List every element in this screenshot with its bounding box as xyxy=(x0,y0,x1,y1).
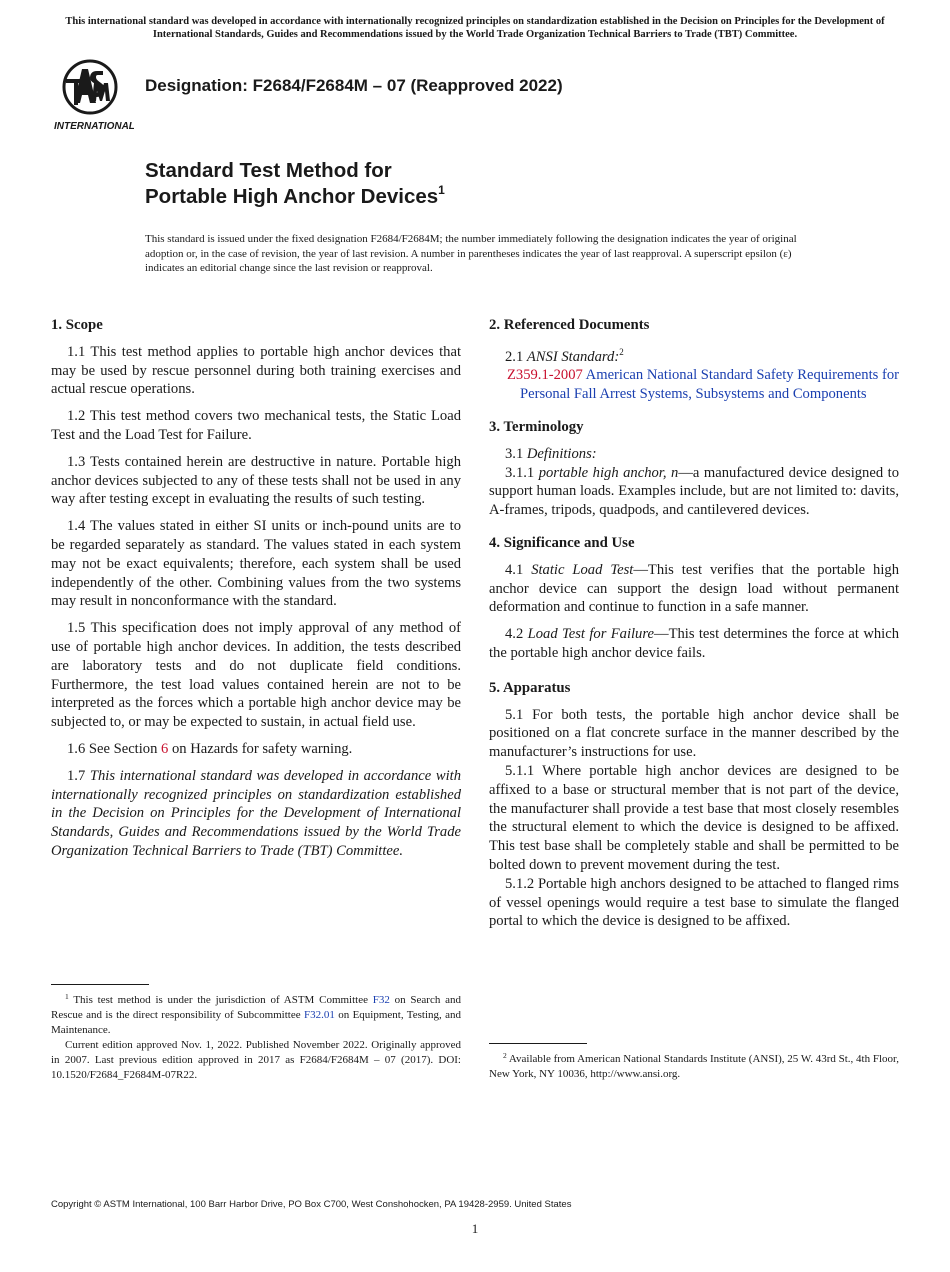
title-line-2: Portable High Anchor Devices xyxy=(145,185,439,208)
footnote-2-text xyxy=(489,1052,899,1082)
title-line-1: Standard Test Method for xyxy=(145,159,392,182)
para-3-1-1 xyxy=(489,464,899,520)
astm-logo-icon xyxy=(52,57,134,135)
section-5-heading: 5. Apparatus xyxy=(489,679,571,696)
astm-logo xyxy=(52,57,134,135)
tbt-notice: This international standard was developed in accordance with internationally recognized principles on standardization established in the Decision on Principles for the Development of International Standards, Guides and Recommendations issued by the World Trade Organization Technical Barriers to Trade (TBT) Committee. xyxy=(65,16,885,40)
section-2-heading: 2. Referenced Documents xyxy=(489,317,650,333)
page-number: 1 xyxy=(471,1221,479,1236)
para-1-3: 1.3 Tests contained herein are destructive in nature. Portable high anchor devices subjected to any of these tests shall not be used in any way after testing except in evaluating the results of such testing. xyxy=(51,453,461,508)
term-load-test-for-failure: Load Test for Failure xyxy=(527,626,654,643)
para-1-2: 1.2 This test method covers two mechanical tests, the Static Load Test and the Load Test for Failure. xyxy=(51,408,461,443)
copyright: Copyright © ASTM International, 100 Barr Harbor Drive, PO Box C700, West Conshohocken, PA 19428-2959. United States xyxy=(51,1199,572,1210)
z359-title-link[interactable]: American National Standard Safety Requirements for Personal Fall Arrest Systems, Subsystems and Components xyxy=(520,367,899,403)
z359-code-link[interactable]: Z359.1-2007 xyxy=(507,367,583,384)
para-3-1-1-text: —a manufactured device designed to support human loads. Examples include, but are not limited to: davits, A-frames, tripods, quadpods, and cantilevered devices. xyxy=(489,464,899,519)
subcommittee-f32-01-link[interactable]: F32.01 xyxy=(303,1009,335,1021)
footnote-2 xyxy=(489,1052,899,1082)
title-footnote-mark: 1 xyxy=(438,183,445,197)
designation: Designation: F2684/F2684M – 07 (Reapproved 2022) xyxy=(145,76,563,95)
para-2-1-text: ANSI Standard: xyxy=(526,348,620,365)
right-column xyxy=(489,316,899,931)
para-1-6-text: 1.6 See Section xyxy=(67,740,162,757)
para-4-1 xyxy=(489,561,899,617)
footnote-1-a-pre: This test method is under the jurisdiction of ASTM Committee xyxy=(68,994,373,1006)
para-2-1-num: 2.1 xyxy=(505,348,527,365)
para-3-1-text: Definitions: xyxy=(526,445,597,462)
para-1-6 xyxy=(51,740,461,759)
para-5-1: 5.1 For both tests, the portable high anchor device shall be positioned on a flat concrete surface in the manner described by the manufacturer’s instructions for use. xyxy=(489,706,899,761)
footnote-2-rule xyxy=(489,1043,587,1044)
para-5-1-2: 5.1.2 Portable high anchors designed to be attached to flanged rims of vessel openings would require a test base to simulate the flanged portal to which the device is designed to be affixed. xyxy=(489,875,899,930)
para-3-1-num: 3.1 xyxy=(505,445,527,462)
para-1-5: 1.5 This specification does not imply approval of any method of use of portable high anchor devices. In addition, the tests described are laboratory tests and do not duplicate field conditions. Furthermore, the test load values contained herein are not to be interpreted as the forces which a portable high anchor device may be subjected to, or may be expected to sustain, in actual field use. xyxy=(51,620,461,731)
section-6-link[interactable]: 6 xyxy=(161,740,169,757)
para-4-2-num: 4.2 xyxy=(505,626,528,643)
para-4-1-num: 4.1 xyxy=(505,561,532,578)
footnote-1-a xyxy=(51,993,461,1038)
para-3-1-1-num: 3.1.1 xyxy=(505,464,539,481)
footnote-1-mark: 1 xyxy=(65,992,69,1001)
footnote-1 xyxy=(51,993,461,1083)
section-4-heading: 4. Significance and Use xyxy=(489,535,635,552)
section-1-heading: 1. Scope xyxy=(51,317,103,333)
para-1-7 xyxy=(51,767,461,861)
footnote-2-mark: 2 xyxy=(503,1051,507,1060)
para-1-7-text: This international standard was developed in accordance with internationally recognized principles on standardization established in the Decision on Principles for the Development of International Standards, Guides and Recommendations issued by the World Trade Organization Technical Barriers to Trade (TBT) Committee. xyxy=(51,767,462,859)
term-portable-high-anchor: portable high anchor, n xyxy=(538,464,679,481)
footnote-2-body: Available from American National Standards Institute (ANSI), 25 W. 43rd St., 4th Floor, New York, NY 10036, http://www.ansi.org. xyxy=(489,1053,899,1080)
footnote-1-a-post: on Equipment, Testing, and Maintenance. xyxy=(51,1009,461,1036)
left-column xyxy=(51,316,461,861)
para-4-1-text: —This test verifies that the portable high anchor device can support the design load without permanent deformation and continue to function in a safe manner. xyxy=(489,561,900,616)
document-title xyxy=(145,158,445,210)
para-5-1-1: 5.1.1 Where portable high anchor devices are designed to be affixed to a base or structural member that is not part of the device, the manufacturer shall provide a test base that most closely resembles the structural element to which the device is designed to be affixed. This test base shall be completely stable and shall be permitted to be bolted down to prevent movement during the test. xyxy=(489,763,899,873)
para-1-4: 1.4 The values stated in either SI units or inch-pound units are to be regarded separately as standard. The values stated in each system may not be exact equivalents; therefore, each system shall be used independently of the other. Combining values from the two systems may result in nonconformance with the standard. xyxy=(51,518,461,610)
para-2-1-mark: 2 xyxy=(619,346,624,357)
para-2-1 xyxy=(489,343,899,367)
term-static-load-test: Static Load Test xyxy=(531,561,634,578)
footnote-1-a-mid: on Search and Rescue and is the direct responsibility of Subcommittee xyxy=(51,994,462,1021)
footnote-1-b: Current edition approved Nov. 1, 2022. Published November 2022. Originally approved in 2007. Last previous edition approved in 2017 as F2684/F2684M – 07 (2017). DOI: 10.1520/F2684_F2684M-07R22. xyxy=(51,1039,461,1081)
issued-note: This standard is issued under the fixed designation F2684/F2684M; the number immediately following the designation indicates the year of original adoption or, in the case of revision, the year of last revision. A number in parentheses indicates the year of last reapproval. A superscript epsilon (ε) indicates an editorial change since the last revision or reapproval. xyxy=(145,233,797,274)
section-3-heading: 3. Terminology xyxy=(489,419,584,436)
para-1-6-rest: on Hazards for safety warning. xyxy=(168,740,353,757)
reference-z359 xyxy=(489,366,899,404)
para-4-2-text: —This test determines the force at which the portable high anchor device fails. xyxy=(489,626,899,662)
para-4-2 xyxy=(489,625,899,663)
footnote-1-rule xyxy=(51,984,149,985)
committee-f32-link[interactable]: F32 xyxy=(372,994,390,1006)
logo-wordmark: INTERNATIONAL xyxy=(54,121,134,132)
para-1-1: 1.1 This test method applies to portable high anchor devices that may be used by rescue personnel during both training exercises and actual rescue operations. xyxy=(51,343,461,398)
para-3-1 xyxy=(489,445,899,464)
para-1-7-num: 1.7 xyxy=(67,767,90,784)
